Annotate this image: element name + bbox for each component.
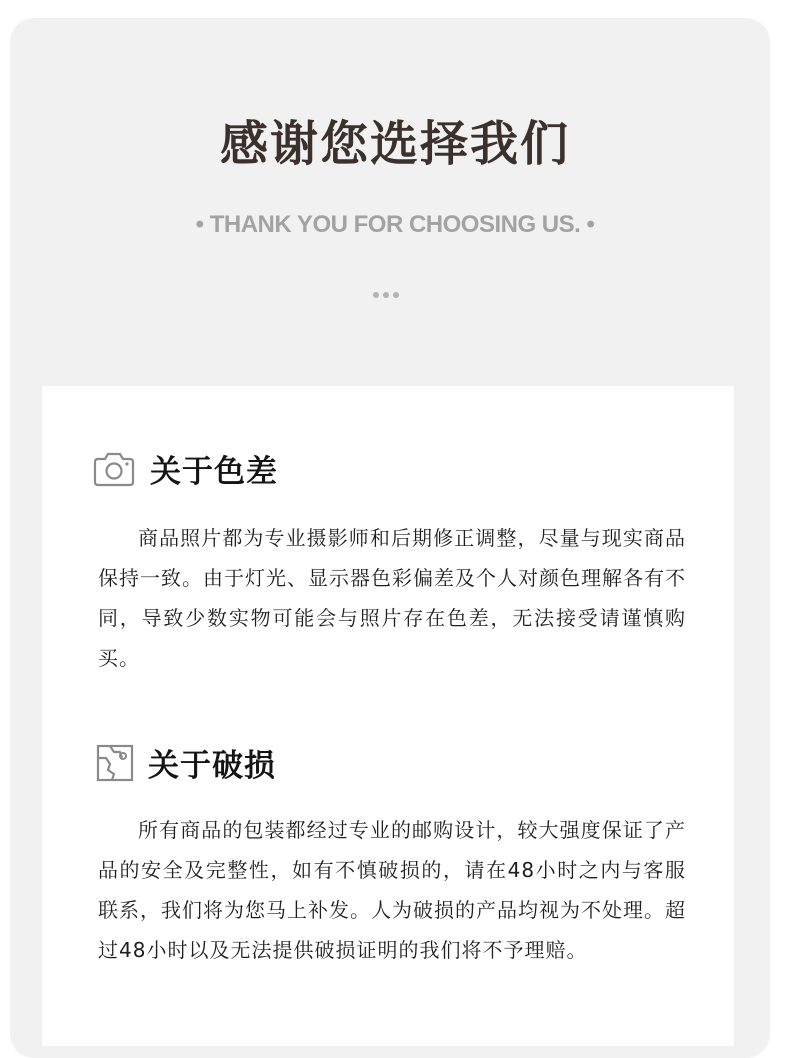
dots-divider [373,292,399,298]
section-title: 关于破损 [148,748,276,784]
page-title: 感谢您选择我们 [219,116,570,172]
section-title: 关于色差 [150,454,278,490]
divider-dot [373,292,379,298]
color-difference-heading [92,446,278,491]
camera-icon [92,447,136,491]
damaged-package-icon [96,744,134,782]
divider-dot [393,292,399,298]
color-difference-text: 商品照片都为专业摄影师和后期修正调整，尽量与现实商品保持一致。由于灯光、显示器色彩偏差及个人对颜色理解各有不同，导致少数实物可能会与照片存在色差，无法接受请谨慎购买。 [98,526,686,670]
page-subtitle: • THANK YOU FOR CHOOSING US. • [195,211,595,238]
damage-heading [96,740,276,785]
divider-dot [383,292,389,298]
damage-text: 所有商品的包装都经过专业的邮购设计，较大强度保证了产品的安全及完整性，如有不慎破损的，请在48小时之内与客服联系，我们将为您马上补发。人为破损的产品均视为不处理。超过48小时以及无法提供破损证明的我们将不予理赔。 [98,818,686,962]
